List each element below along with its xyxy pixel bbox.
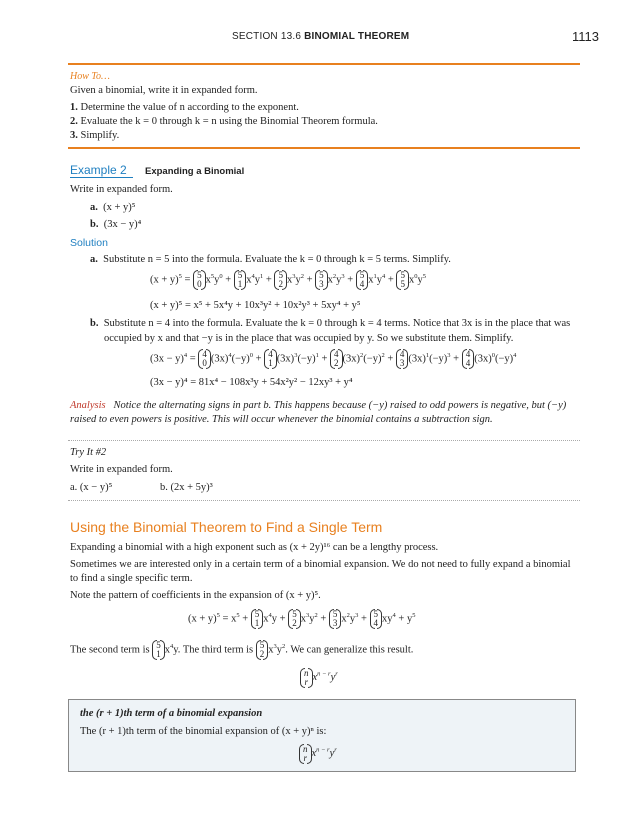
example-prompt: Write in expanded form. <box>70 184 173 195</box>
expansion-result-b: (3x − y)⁴ = 81x⁴ − 108x³y + 54x²y² − 12xy³ + y⁴ <box>150 377 353 388</box>
definition-formula: n r $x^{n - r}y^r$ <box>299 745 337 763</box>
tryit-part-b: b. (2x + 5y)³ <box>160 482 213 493</box>
tryit-top-rule <box>68 440 580 441</box>
tryit-label: Try It #2 <box>70 447 107 458</box>
paragraph-3: Note the pattern of coefficients in the expansion of (x + y)⁵. <box>70 590 321 601</box>
paragraph-2a: Sometimes we are interested only in a certain term of a binomial expansion. We do not need to fully expand a binomial <box>70 559 571 570</box>
howto-bottom-rule <box>68 147 580 149</box>
howto-intro: Given a binomial, write it in expanded form. <box>70 85 258 96</box>
analysis <box>70 400 566 411</box>
expansion-equation-b: $(3x - y)^4$ = 4 0 $(3x)^4(-y)^0$ + 4 1 $(3x)^3(-y)^1$ + 4 2 $(3x)^2(-y)^2$ + 4 3 $(3x)^1(-y)^3$ + 4 4 $(3x)^0(-y)^4$ <box>150 349 517 368</box>
howto-step: 1. Determine the value of n according to the exponent. <box>70 102 299 113</box>
tryit-prompt: Write in expanded form. <box>70 464 173 475</box>
section-heading: Using the Binomial Theorem to Find a Single Term <box>70 519 383 535</box>
example-title: Expanding a Binomial <box>145 166 245 177</box>
tryit-bottom-rule <box>68 500 580 501</box>
analysis-text-1: Notice the alternating signs in part b. This happens because (−y) raised to odd powers is negative, but (−y) <box>113 400 567 411</box>
definition-title: the (r + 1)th term of a binomial expansion <box>80 708 263 719</box>
page-number: 1113 <box>572 29 599 44</box>
howto-step: 2. Evaluate the k = 0 through k = n using the Binomial Theorem formula. <box>70 116 378 127</box>
definition-text: The (r + 1)th term of the binomial expansion of (x + y)ⁿ is: <box>80 726 327 737</box>
howto-top-rule <box>68 63 580 65</box>
running-header <box>232 31 409 42</box>
expansion-result-a: (x + y)⁵ = x⁵ + 5x⁴y + 10x³y² + 10x²y³ + 5xy⁴ + y⁵ <box>150 300 361 311</box>
paragraph-2b: to find a single specific term. <box>70 573 193 584</box>
solution-b-text-2: occupied by x and that −y is in the place that was occupied by y. So we substitute them. Simplify. <box>104 333 514 344</box>
analysis-text-2: raised to even powers is positive. This will occur whenever the binomial contains a subtraction sign. <box>70 414 493 425</box>
solution-b-text-1: b. Substitute n = 4 into the formula. Evaluate the k = 0 through k = 4 terms. Notice that 3x is in the place that was <box>90 318 571 329</box>
expansion-equation-a: $(x + y)^5$ = 5 0 $x^5y^0$ + 5 1 $x^4y^1$ + 5 2 $x^3y^2$ + 5 3 $x^2y^3$ + 5 4 $x^1y^4$ + 5 5 $x^0y^5$ <box>150 270 426 289</box>
section-number: SECTION 13.6 <box>232 31 302 42</box>
definition-box <box>68 699 576 772</box>
howto-label: How To… <box>70 71 110 82</box>
section-title: BINOMIAL THEOREM <box>304 31 410 42</box>
analysis-label: Analysis <box>70 400 106 411</box>
general-term-formula: n r $x^{n - r}y^r$ <box>300 669 338 687</box>
expansion-pattern-equation: $(x + y)^5 = x^5$ + 5 1 $x^4y$ + 5 2 $x^3y^2$ + 5 3 $x^2y^3$ + 5 4 $xy^4 + y^5$ <box>188 609 416 628</box>
solution-label: Solution <box>70 237 108 249</box>
howto-step: 3. Simplify. <box>70 130 120 141</box>
paragraph-4: The second term is 5 1 $x^4y$. The third term is 5 2 $x^3y^2$. We can generalize this result. <box>70 640 414 659</box>
solution-a-text: a. Substitute n = 5 into the formula. Evaluate the k = 0 through k = 5 terms. Simplify. <box>90 254 451 265</box>
example-part-a: a. (x + y)⁵ <box>90 202 136 213</box>
tryit-part-a: a. (x − y)⁵ <box>70 482 113 493</box>
example-label: Example 2 <box>70 163 133 178</box>
howto-steps <box>70 102 378 144</box>
paragraph-1: Expanding a binomial with a high exponent such as (x + 2y)¹⁶ can be a lengthy process. <box>70 542 439 553</box>
example-part-b: b. (3x − y)⁴ <box>90 219 142 230</box>
